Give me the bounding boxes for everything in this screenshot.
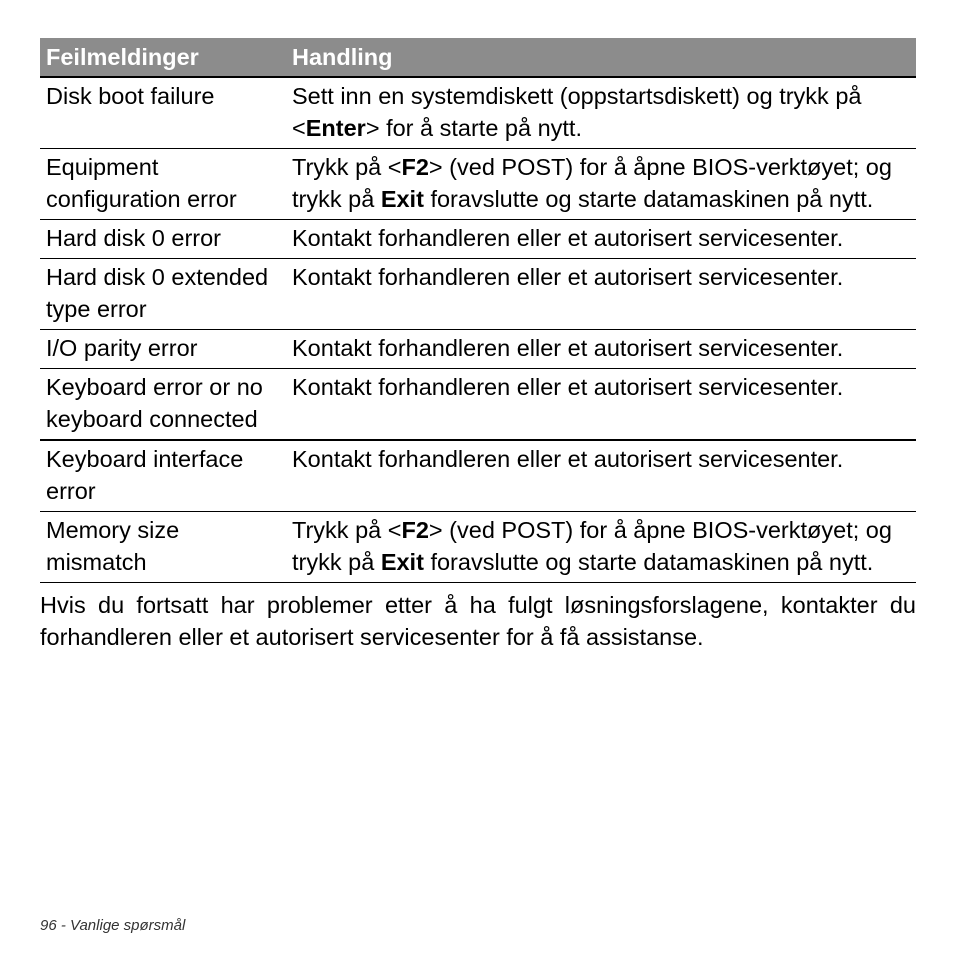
action-text: Trykk på <: [292, 154, 402, 180]
error-message-cell: Keyboard interface error: [40, 440, 286, 512]
error-message-cell: Memory size mismatch: [40, 512, 286, 583]
action-cell: [286, 440, 916, 512]
table-row: [40, 220, 916, 259]
action-text: Kontakt forhandleren eller et autorisert servicesenter.: [292, 264, 844, 290]
page-content: [40, 38, 916, 677]
action-text: > (ved POST) for å åpne BIOS-verktøyet; og trykk på: [292, 517, 892, 575]
table-header: [40, 38, 916, 77]
action-text: > (ved POST) for å åpne BIOS-verktøyet; og trykk på: [292, 154, 892, 212]
action-key-text: Exit: [380, 549, 424, 575]
action-cell: [286, 369, 916, 441]
action-cell: [286, 149, 916, 220]
table-body: [40, 77, 916, 583]
table-row: [40, 512, 916, 583]
action-text: > for å starte på nytt.: [365, 115, 582, 141]
table-header-row: [40, 38, 916, 77]
column-header-action: Handling: [286, 38, 916, 77]
action-text: Kontakt forhandleren eller et autorisert servicesenter.: [292, 446, 844, 472]
table-row: [40, 369, 916, 441]
action-text: Kontakt forhandleren eller et autorisert servicesenter.: [292, 335, 844, 361]
action-cell: [286, 77, 916, 149]
action-key-text: Exit: [380, 186, 424, 212]
error-message-cell: Hard disk 0 extended type error: [40, 259, 286, 330]
error-message-cell: Hard disk 0 error: [40, 220, 286, 259]
table-row: [40, 330, 916, 369]
column-header-error: Feilmeldinger: [40, 38, 286, 77]
action-key-text: F2: [401, 517, 429, 543]
action-text: Kontakt forhandleren eller et autorisert servicesenter.: [292, 374, 844, 400]
action-cell: [286, 512, 916, 583]
action-cell: [286, 220, 916, 259]
table-row: [40, 149, 916, 220]
action-text: foravslutte og starte datamaskinen på nytt.: [423, 549, 874, 575]
error-message-cell: Disk boot failure: [40, 77, 286, 149]
action-text: foravslutte og starte datamaskinen på nytt.: [423, 186, 874, 212]
action-text: Sett inn en systemdiskett (oppstartsdiskett) og trykk på <: [292, 83, 862, 141]
action-key-text: F2: [401, 154, 429, 180]
error-messages-table: [40, 38, 916, 583]
assistance-note: Hvis du fortsatt har problemer etter å ha fulgt løsningsforslagene, kontakter du forhandleren eller et autorisert servicesenter for å få assistanse.: [40, 592, 916, 650]
page-footer: 96 - Vanlige spørsmål: [40, 917, 186, 934]
action-text: Kontakt forhandleren eller et autorisert servicesenter.: [292, 225, 844, 251]
action-key-text: Enter: [305, 115, 366, 141]
action-cell: [286, 330, 916, 369]
table-row: [40, 259, 916, 330]
error-message-cell: I/O parity error: [40, 330, 286, 369]
action-text: Trykk på <: [292, 517, 402, 543]
error-message-cell: Keyboard error or no keyboard connected: [40, 369, 286, 441]
action-cell: [286, 259, 916, 330]
table-row: [40, 77, 916, 149]
error-message-cell: Equipment configuration error: [40, 149, 286, 220]
table-row: [40, 440, 916, 512]
